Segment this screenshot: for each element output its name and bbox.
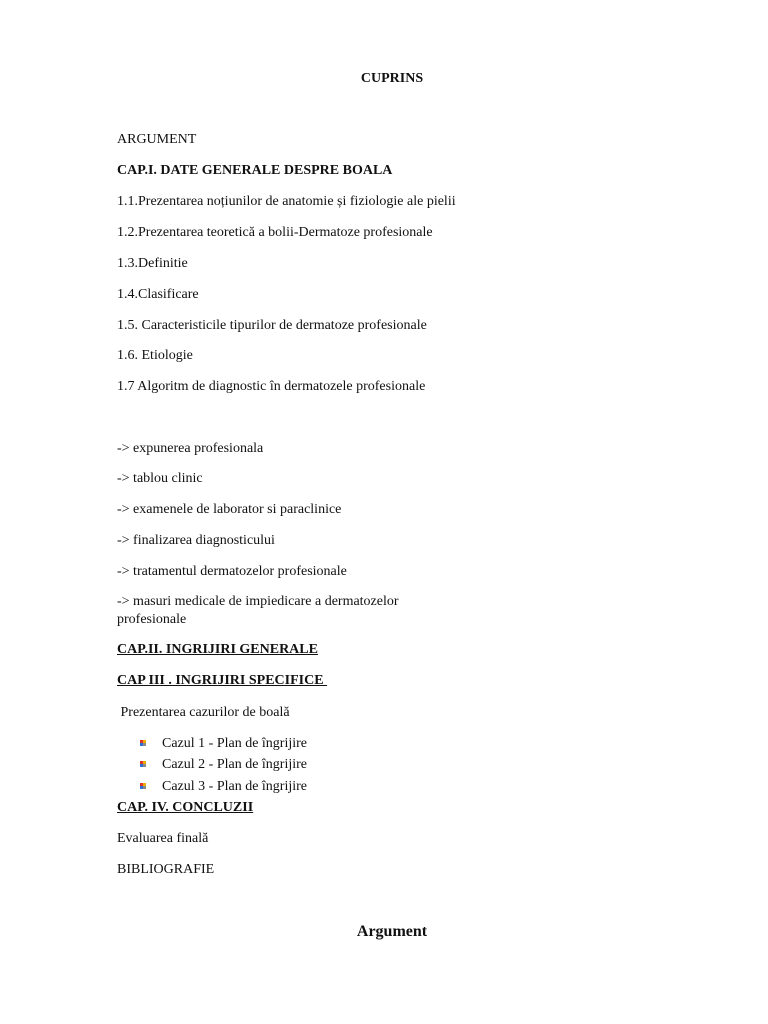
case-label: Cazul 2 - Plan de îngrijire bbox=[162, 757, 308, 772]
toc-cap3-intro: Prezentarea cazurilor de boală bbox=[117, 705, 290, 720]
toc-argument: ARGUMENT bbox=[117, 132, 197, 147]
toc-item-1-6: 1.6. Etiologie bbox=[117, 348, 193, 363]
bullet-icon bbox=[140, 783, 147, 790]
toc-cap3-heading: CAP III . INGRIJIRI SPECIFICE bbox=[117, 673, 328, 688]
toc-arrow-item: -> tratamentul dermatozelor profesionale bbox=[117, 564, 347, 579]
toc-cap1-heading: CAP.I. DATE GENERALE DESPRE BOALA bbox=[117, 163, 393, 178]
case-label: Cazul 1 - Plan de îngrijire bbox=[162, 736, 308, 751]
case-label: Cazul 3 - Plan de îngrijire bbox=[162, 779, 308, 794]
toc-arrow-item: -> expunerea profesionala bbox=[117, 441, 264, 456]
toc-item-1-5: 1.5. Caracteristicile tipurilor de dermatoze profesionale bbox=[117, 318, 427, 333]
toc-arrow-item: -> masuri medicale de impiedicare a dermatozelor profesionale bbox=[117, 594, 399, 627]
toc-item-1-4: 1.4.Clasificare bbox=[117, 287, 199, 302]
toc-item-1-2: 1.2.Prezentarea teoretică a bolii-Dermatoze profesionale bbox=[117, 225, 433, 240]
toc-arrow-item: -> examenele de laborator si paraclinice bbox=[117, 502, 342, 517]
toc-arrow-item: -> finalizarea diagnosticului bbox=[117, 533, 275, 548]
section-title: Argument bbox=[356, 923, 428, 940]
toc-cap2-heading: CAP.II. INGRIJIRI GENERALE bbox=[117, 642, 318, 657]
bullet-icon bbox=[140, 761, 147, 768]
toc-bibliography: BIBLIOGRAFIE bbox=[117, 862, 215, 877]
toc-final-eval: Evaluarea finală bbox=[117, 831, 209, 846]
toc-cap4-heading: CAP. IV. CONCLUZII bbox=[117, 800, 254, 815]
toc-item-1-7: 1.7 Algoritm de diagnostic în dermatozele profesionale bbox=[117, 379, 426, 394]
toc-item-1-1: 1.1.Prezentarea noțiunilor de anatomie și fiziologie ale pielii bbox=[117, 194, 456, 209]
bullet-icon bbox=[140, 740, 147, 747]
toc-item-1-3: 1.3.Definitie bbox=[117, 256, 188, 271]
toc-title: CUPRINS bbox=[360, 71, 424, 86]
toc-arrow-item: -> tablou clinic bbox=[117, 471, 203, 486]
